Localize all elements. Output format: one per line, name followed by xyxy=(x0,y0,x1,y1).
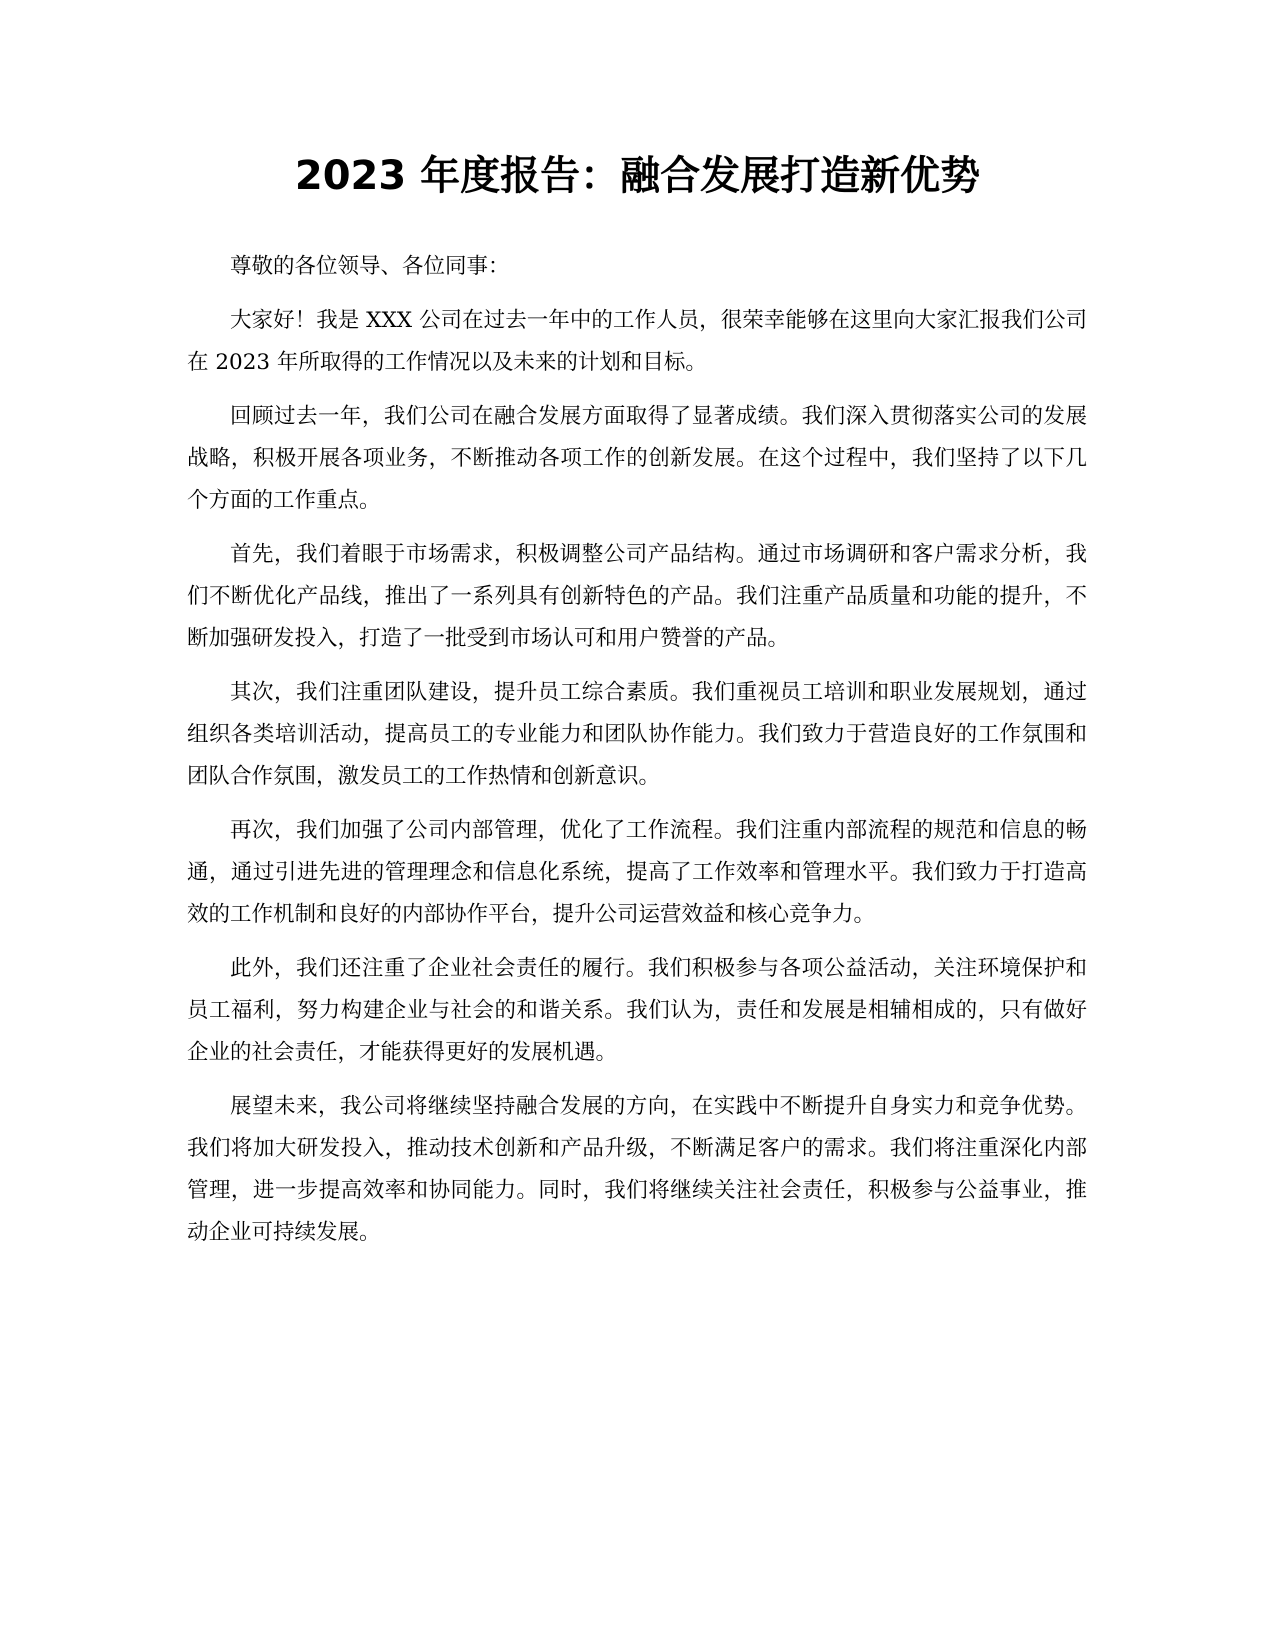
paragraph: 大家好！我是 XXX 公司在过去一年中的工作人员，很荣幸能够在这里向大家汇报我们公司在 2023 年所取得的工作情况以及未来的计划和目标。 xyxy=(187,308,1087,375)
paragraph: 再次，我们加强了公司内部管理，优化了工作流程。我们注重内部流程的规范和信息的畅通，通过引进先进的管理理念和信息化系统，提高了工作效率和管理水平。我们致力于打造高效的工作机制和良好的内部协作平台，提升公司运营效益和核心竞争力。 xyxy=(187,818,1087,927)
paragraph: 回顾过去一年，我们公司在融合发展方面取得了显著成绩。我们深入贯彻落实公司的发展战略，积极开展各项业务，不断推动各项工作的创新发展。在这个过程中，我们坚持了以下几个方面的工作重点。 xyxy=(187,404,1087,513)
salutation: 尊敬的各位领导、各位同事： xyxy=(230,254,510,279)
paragraph: 展望未来，我公司将继续坚持融合发展的方向，在实践中不断提升自身实力和竞争优势。我们将加大研发投入，推动技术创新和产品升级，不断满足客户的需求。我们将注重深化内部管理，进一步提高效率和协同能力。同时，我们将继续关注社会责任，积极参与公益事业，推动企业可持续发展。 xyxy=(187,1094,1087,1245)
paragraph: 其次，我们注重团队建设，提升员工综合素质。我们重视员工培训和职业发展规划，通过组织各类培训活动，提高员工的专业能力和团队协作能力。我们致力于营造良好的工作氛围和团队合作氛围，激发员工的工作热情和创新意识。 xyxy=(187,680,1087,789)
paragraph: 此外，我们还注重了企业社会责任的履行。我们积极参与各项公益活动，关注环境保护和员工福利，努力构建企业与社会的和谐关系。我们认为，责任和发展是相辅相成的，只有做好企业的社会责任，才能获得更好的发展机遇。 xyxy=(187,956,1087,1065)
paragraph: 首先，我们着眼于市场需求，积极调整公司产品结构。通过市场调研和客户需求分析，我们不断优化产品线，推出了一系列具有创新特色的产品。我们注重产品质量和功能的提升，不断加强研发投入，打造了一批受到市场认可和用户赞誉的产品。 xyxy=(187,542,1087,651)
document-body xyxy=(187,246,1087,1266)
document-title: 2023 年度报告：融合发展打造新优势 xyxy=(294,153,981,199)
